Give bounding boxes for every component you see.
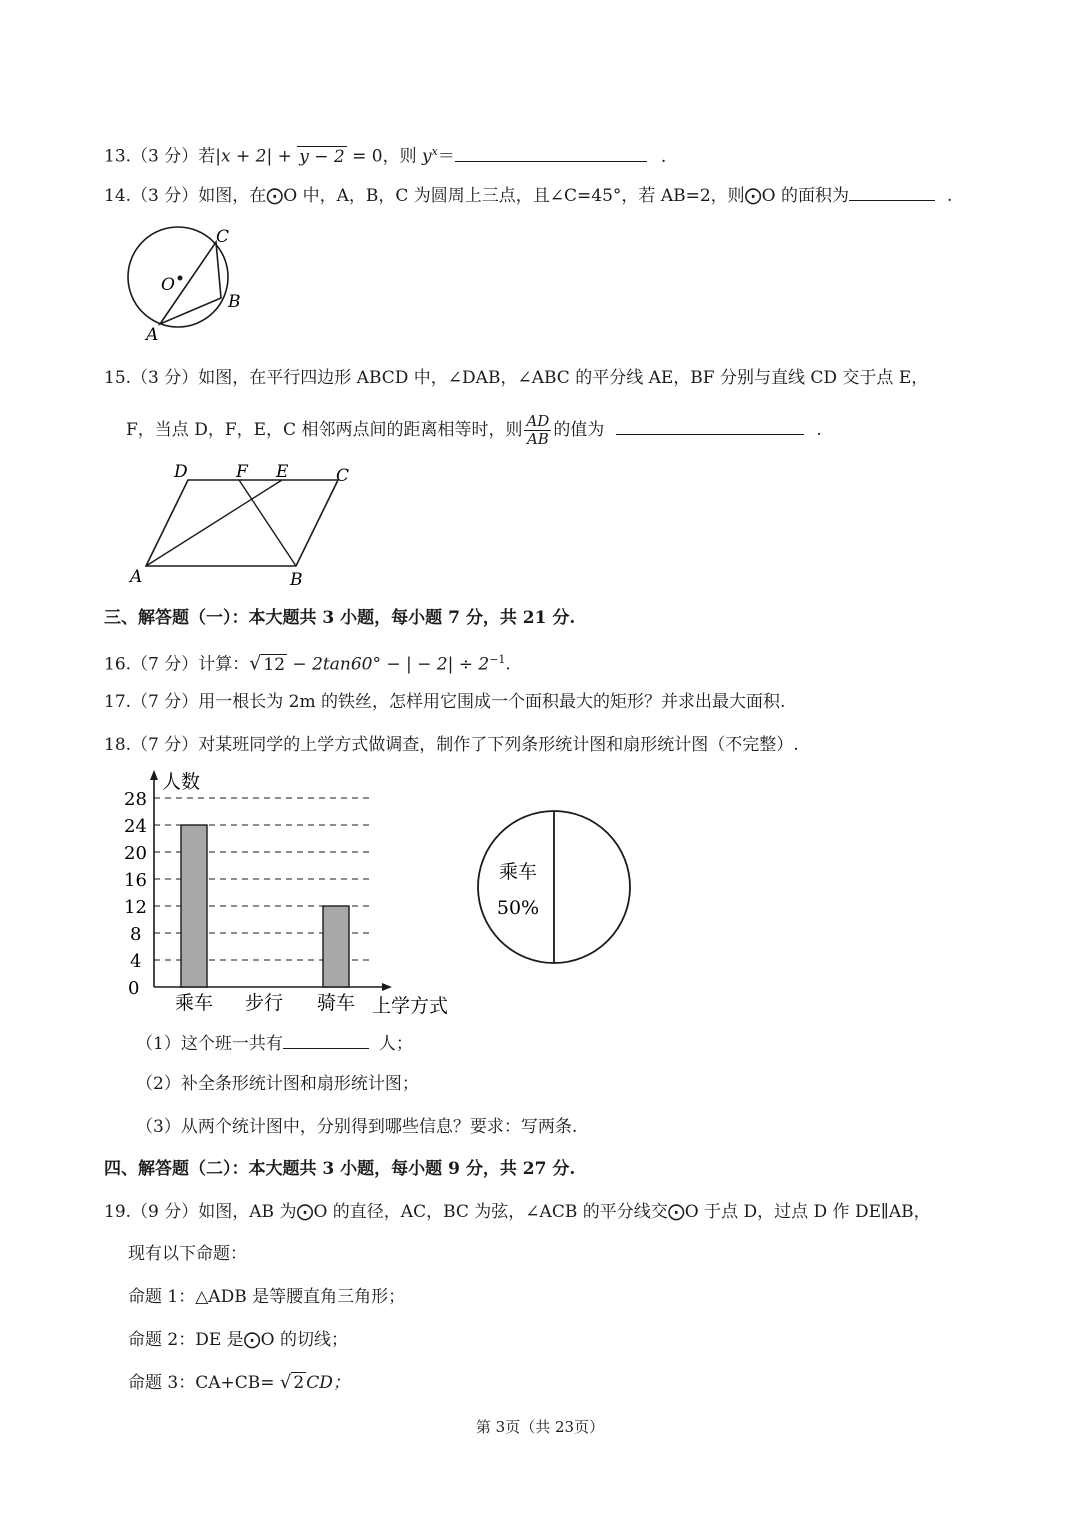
fraction-denominator: AB (526, 430, 549, 448)
question-text: 对某班同学的上学方式做调查，制作了下列条形统计图和扇形统计图（不完整）. (198, 735, 799, 755)
question-16: 16.（7 分）计算：√ 12 − 2tan60° − | − $2| \div 2^{-1}$. (104, 652, 511, 675)
label-a: A (130, 567, 143, 587)
parallelogram-figure (124, 458, 364, 590)
y-axis-label: 人数 (162, 771, 201, 793)
question-number: 16. (104, 654, 132, 675)
answer-blank[interactable] (849, 182, 935, 201)
question-text: （1）这个班一共有 (136, 1034, 283, 1054)
answer-blank[interactable] (283, 1030, 369, 1049)
question-text: 的值为 (553, 420, 605, 440)
question-13 (104, 140, 666, 169)
question-text: CD； (306, 1373, 350, 1393)
x-axis-arrow (382, 983, 392, 991)
fraction-ad-ab (524, 413, 551, 448)
pie-slice-label: 乘车 (498, 861, 538, 883)
equals-sign: ＝ (437, 146, 455, 167)
y-tick-label: 24 (124, 816, 147, 837)
sqrt-expression: y − 2 (299, 146, 345, 167)
question-score: （7 分） (131, 692, 199, 712)
y-tick-label: 8 (130, 924, 142, 945)
question-text: 如图，AB 为⨀O 的直径，AC，BC 为弦，∠ACB 的平分线交⨀O 于点 D，过点 D 作 DE∥AB， (198, 1202, 931, 1222)
answer-blank[interactable] (616, 416, 804, 435)
question-17 (104, 690, 785, 714)
question-15 (104, 366, 928, 390)
exponent-x: x (431, 145, 438, 158)
exponent: −1 (489, 653, 506, 666)
question-text: 人； (378, 1034, 413, 1054)
question-text: 如图，在⨀O 中，A，B，C 为圆周上三点，且∠C=45°，若 AB=2，则⨀O 的面积为 (198, 186, 850, 206)
question-15-line2 (126, 410, 822, 450)
equation-part: = 0，则 (346, 146, 423, 167)
x-tick-label: 乘车 (174, 992, 214, 1014)
label-c: C (336, 466, 350, 486)
proposition-3: 命题 3：CA+CB= √ 2 CD； (128, 1372, 350, 1393)
pie-slice-value: 50% (496, 897, 540, 919)
circle-figure (120, 222, 260, 348)
x-tick-label: 骑车 (316, 992, 356, 1014)
answer-blank[interactable] (455, 143, 647, 162)
question-text: 用一根长为 2m 的铁丝，怎样用它围成一个面积最大的矩形？并求出最大面积. (198, 692, 786, 712)
question-text: 如图，在平行四边形 ABCD 中，∠DAB，∠ABC 的平分线 AE，BF 分别与直线 CD 交于点 E， (198, 368, 929, 388)
question-number: 19. (104, 1202, 132, 1222)
section-4-title: 四、解答题（二）：本大题共 3 小题，每小题 9 分，共 27 分. (104, 1159, 576, 1179)
y-tick-label: 4 (130, 951, 142, 972)
question-text: 若 (198, 146, 216, 167)
proposition-1: 命题 1：△ADB 是等腰直角三角形； (128, 1287, 406, 1307)
question-18-part3: （3）从两个统计图中，分别得到哪些信息？要求：写两条. (136, 1117, 578, 1137)
question-score: （7 分） (131, 735, 199, 755)
segment-bf (239, 480, 296, 566)
label-d: D (174, 462, 188, 482)
parallelogram-abcd (146, 480, 338, 566)
question-14 (104, 182, 952, 208)
y-tick-label: 16 (124, 870, 147, 891)
question-text: 计算： (198, 654, 250, 675)
label-b: B (228, 292, 241, 312)
pie-chart (470, 806, 640, 968)
proposition-2: 命题 2：DE 是⨀O 的切线； (128, 1330, 349, 1350)
question-score: （9 分） (131, 1202, 199, 1222)
x-axis-label: 上学方式 (372, 995, 449, 1017)
question-19-line2: 现有以下命题： (128, 1244, 247, 1264)
question-number: 14. (104, 186, 132, 206)
period: . (947, 186, 953, 206)
question-score: （7 分） (131, 654, 199, 675)
y-tick-label: 28 (124, 789, 147, 810)
variable-y: y (422, 146, 432, 167)
question-19 (104, 1200, 931, 1224)
question-score: （3 分） (131, 146, 199, 167)
y-tick-label: 0 (128, 978, 140, 999)
label-o: O (161, 275, 175, 295)
expression-rest: − 2tan60° − | − 2| ÷ 2 (287, 654, 490, 675)
label-b: B (290, 570, 303, 590)
period: . (505, 654, 511, 675)
bar-chart (110, 764, 470, 1024)
label-a: A (146, 325, 159, 345)
question-score: （3 分） (131, 186, 199, 206)
question-number: 17. (104, 692, 132, 712)
bar (323, 906, 349, 987)
question-18-part1 (136, 1030, 413, 1056)
sqrt-expression: 12 (263, 654, 286, 675)
question-18-part2: （2）补全条形统计图和扇形统计图； (136, 1074, 419, 1094)
question-number: 15. (104, 368, 132, 388)
y-tick-label: 12 (124, 897, 147, 918)
period: . (660, 146, 667, 167)
question-text: F，当点 D，F，E，C 相邻两点间的距离相等时，则 (126, 420, 523, 440)
bar (181, 825, 207, 987)
equation-part: |x + 2| + (215, 146, 298, 167)
x-tick-label: 步行 (244, 992, 284, 1014)
question-text: 命题 3：CA+CB= (128, 1373, 280, 1393)
y-tick-label: 20 (124, 843, 147, 864)
label-f: F (236, 462, 248, 482)
question-18 (104, 733, 799, 757)
page-footer: 第 3页（共 23页） (475, 1418, 605, 1436)
period: . (816, 420, 822, 440)
question-number: 18. (104, 735, 132, 755)
section-3-title: 三、解答题（一）：本大题共 3 小题，每小题 7 分，共 21 分. (104, 608, 576, 628)
sqrt-expression: 2 (293, 1373, 305, 1393)
center-point (178, 276, 183, 281)
y-axis-arrow (150, 770, 158, 780)
label-e: E (276, 462, 289, 482)
question-score: （3 分） (131, 368, 199, 388)
label-c: C (216, 227, 230, 247)
fraction-numerator: AD (526, 412, 550, 430)
question-number: 13. (104, 146, 132, 167)
